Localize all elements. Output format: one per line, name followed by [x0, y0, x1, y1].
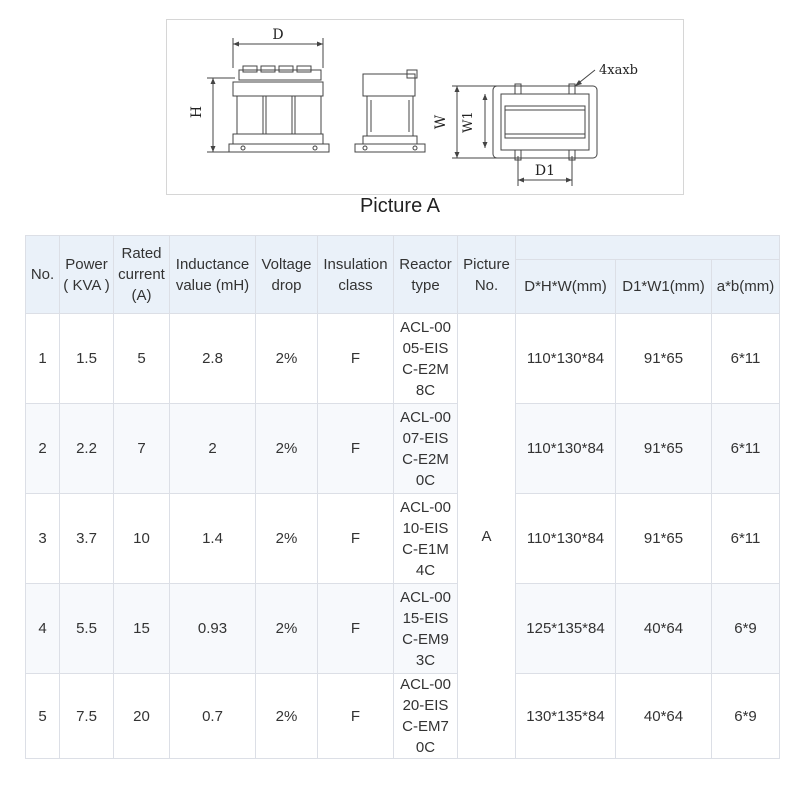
cell-insulation: F — [318, 584, 394, 674]
cell-inductance: 2.8 — [170, 314, 256, 404]
cell-inductance: 1.4 — [170, 494, 256, 584]
cell-dhw: 110*130*84 — [516, 314, 616, 404]
cell-current: 15 — [114, 584, 170, 674]
cell-no: 3 — [26, 494, 60, 584]
cell-reactor — [394, 584, 458, 674]
cell-picture: A — [458, 314, 516, 759]
cell-voltage: 2% — [256, 314, 318, 404]
cell-power: 7.5 — [60, 674, 114, 759]
reactor-type-text: ACL-0015-EISC-EM93C — [400, 588, 451, 669]
header-power: Power ( KVA ) — [60, 236, 114, 314]
table-row — [26, 494, 780, 584]
cell-inductance: 0.7 — [170, 674, 256, 759]
cell-current: 20 — [114, 674, 170, 759]
dim-h-label: H — [189, 105, 205, 119]
cell-voltage: 2% — [256, 584, 318, 674]
cell-d1w1: 40*64 — [616, 674, 712, 759]
cell-ab: 6*9 — [712, 674, 780, 759]
holes-label: 4xaxb — [599, 63, 639, 78]
cell-reactor — [394, 494, 458, 584]
cell-ab: 6*11 — [712, 314, 780, 404]
spec-table — [25, 235, 780, 759]
reactor-type-text: ACL-0007-EISC-E2M0C — [400, 408, 451, 489]
cell-insulation: F — [318, 674, 394, 759]
cell-no: 1 — [26, 314, 60, 404]
table-row — [26, 404, 780, 494]
header-d1w1: D1*W1(mm) — [616, 260, 712, 314]
cell-dhw: 110*130*84 — [516, 494, 616, 584]
cell-reactor — [394, 404, 458, 494]
reactor-drawing — [166, 19, 684, 195]
cell-no: 2 — [26, 404, 60, 494]
header-dimensions-group — [516, 236, 780, 260]
cell-power: 3.7 — [60, 494, 114, 584]
cell-dhw: 110*130*84 — [516, 404, 616, 494]
cell-inductance: 0.93 — [170, 584, 256, 674]
header-ab: a*b(mm) — [712, 260, 780, 314]
cell-insulation: F — [318, 494, 394, 584]
header-reactor: Reactor type — [394, 236, 458, 314]
figure-caption: Picture A — [359, 195, 441, 217]
cell-dhw: 130*135*84 — [516, 674, 616, 759]
cell-d1w1: 91*65 — [616, 404, 712, 494]
cell-no: 5 — [26, 674, 60, 759]
reactor-type-text: ACL-0020-EISC-EM70C — [400, 676, 451, 756]
side-view — [355, 70, 425, 152]
cell-voltage: 2% — [256, 674, 318, 759]
cell-power: 5.5 — [60, 584, 114, 674]
dim-w1-label: W1 — [461, 111, 476, 133]
cell-power: 2.2 — [60, 404, 114, 494]
header-insulation: Insulation class — [318, 236, 394, 314]
cell-d1w1: 40*64 — [616, 584, 712, 674]
header-current: Rated current (A) — [114, 236, 170, 314]
cell-current: 5 — [114, 314, 170, 404]
cell-ab: 6*9 — [712, 584, 780, 674]
header-picture: Picture No. — [458, 236, 516, 314]
reactor-type-text: ACL-0010-EISC-E1M4C — [400, 498, 451, 579]
cell-dhw: 125*135*84 — [516, 584, 616, 674]
cell-power: 1.5 — [60, 314, 114, 404]
header-dhw: D*H*W(mm) — [516, 260, 616, 314]
cell-no: 4 — [26, 584, 60, 674]
reactor-type-text: ACL-0005-EISC-E2M8C — [400, 318, 451, 399]
cell-reactor — [394, 674, 458, 759]
dim-d-label: D — [272, 27, 284, 43]
table-row — [26, 584, 780, 674]
dim-d1-label: D1 — [534, 163, 556, 179]
cell-insulation: F — [318, 314, 394, 404]
cell-d1w1: 91*65 — [616, 494, 712, 584]
dim-w-label: W — [433, 114, 449, 130]
cell-voltage: 2% — [256, 404, 318, 494]
cell-ab: 6*11 — [712, 404, 780, 494]
cell-ab: 6*11 — [712, 494, 780, 584]
cell-d1w1: 91*65 — [616, 314, 712, 404]
header-voltage: Voltage drop — [256, 236, 318, 314]
top-view — [433, 63, 638, 186]
front-view — [189, 27, 329, 152]
table-row — [26, 314, 780, 404]
cell-reactor — [394, 314, 458, 404]
cell-voltage: 2% — [256, 494, 318, 584]
cell-inductance: 2 — [170, 404, 256, 494]
cell-current: 10 — [114, 494, 170, 584]
table-row — [26, 674, 780, 759]
header-no: No. — [26, 236, 60, 314]
cell-insulation: F — [318, 404, 394, 494]
header-inductance: Inductance value (mH) — [170, 236, 256, 314]
cell-current: 7 — [114, 404, 170, 494]
